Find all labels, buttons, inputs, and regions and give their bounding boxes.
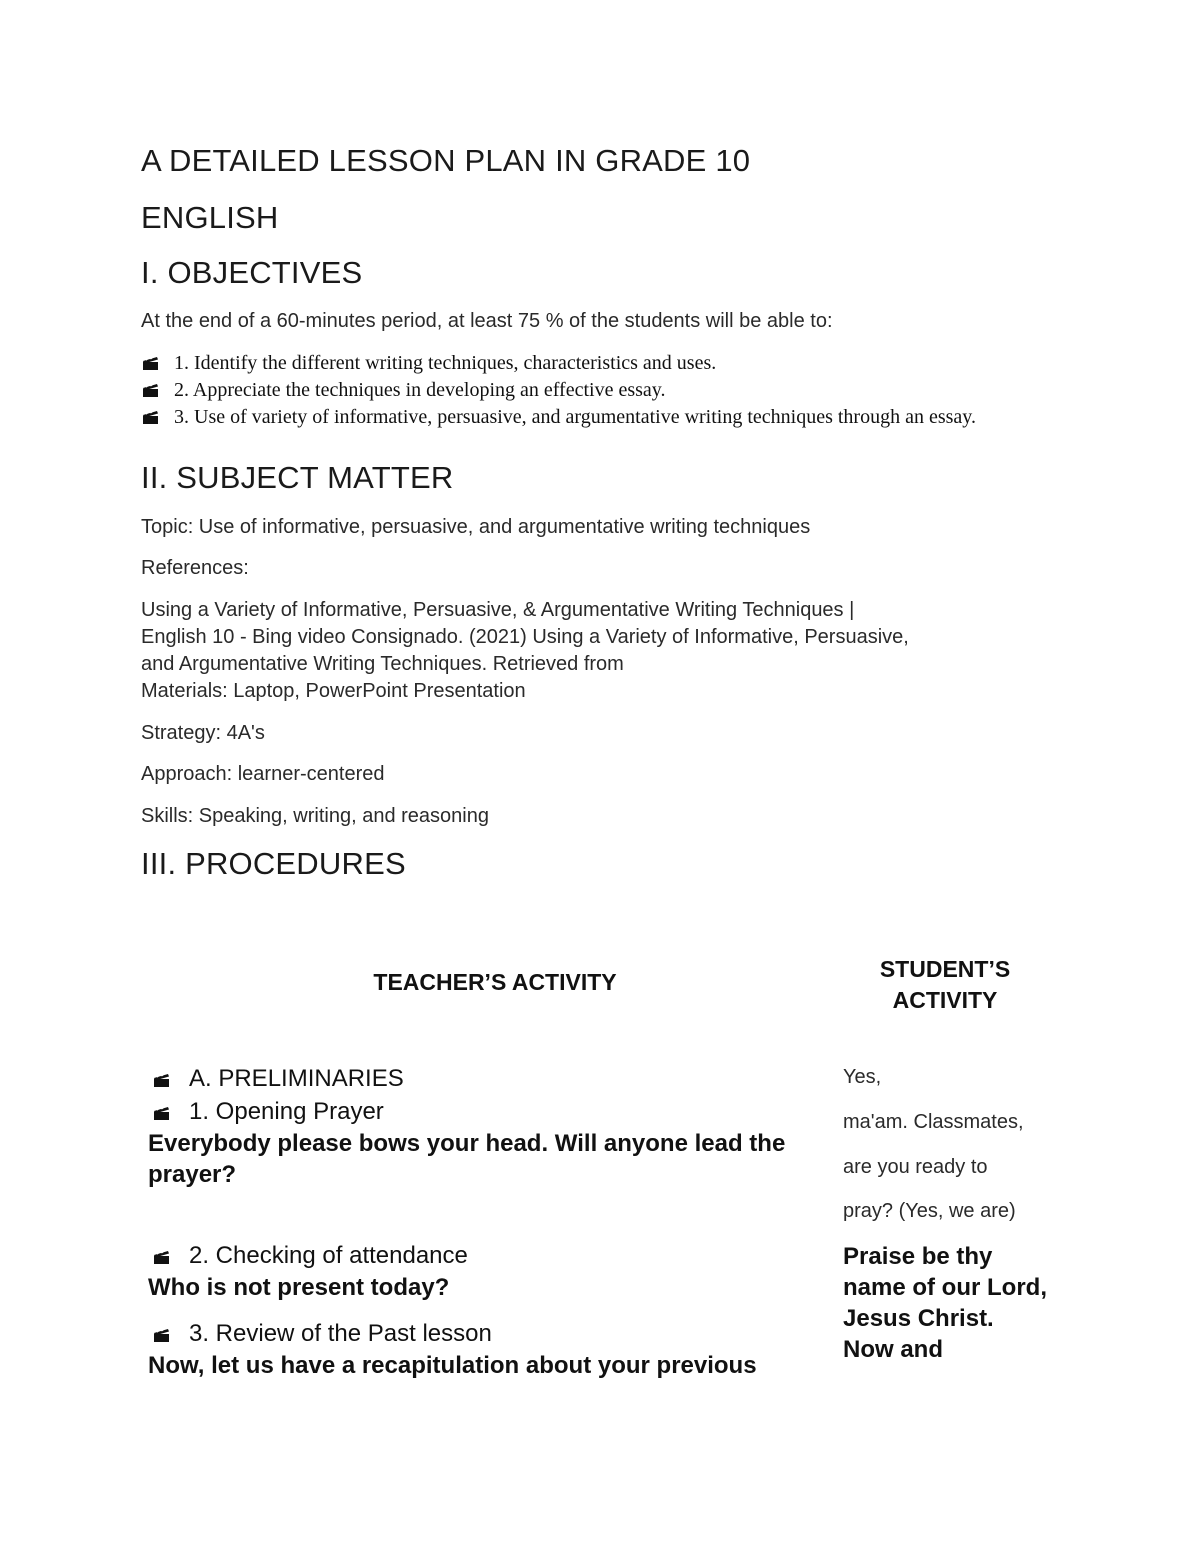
opening-prayer-item: [153, 1098, 384, 1126]
objective-item-2-text: 2. Appreciate the techniques in developing an effective essay.: [174, 379, 666, 401]
attendance-label: 2. Checking of attendance: [189, 1242, 468, 1269]
procedures-heading: III. PROCEDURES: [141, 846, 406, 881]
teacher-activity-header: TEACHER’S ACTIVITY: [373, 969, 617, 995]
document-title: A DETAILED LESSON PLAN IN GRADE 10: [141, 143, 751, 178]
references-label: References:: [141, 557, 249, 579]
clapperboard-icon: [142, 410, 160, 424]
preliminaries-label: A. PRELIMINARIES: [189, 1065, 404, 1092]
opening-prayer-label: 1. Opening Prayer: [189, 1098, 384, 1125]
student-response-line-2: ma'am. Classmates,: [843, 1111, 1024, 1133]
subject-matter-heading: II. SUBJECT MATTER: [141, 460, 454, 495]
clapperboard-icon: [153, 1073, 171, 1087]
references-line-3: and Argumentative Writing Techniques. Retrieved from: [141, 653, 624, 675]
preliminaries-item: [153, 1065, 404, 1093]
clapperboard-icon: [142, 383, 160, 397]
approach: Approach: learner-centered: [141, 763, 385, 785]
objectives-heading: I. OBJECTIVES: [141, 255, 363, 290]
materials: Materials: Laptop, PowerPoint Presentation: [141, 680, 526, 702]
objectives-intro: At the end of a 60-minutes period, at least 75 % of the students will be able to:: [141, 310, 833, 332]
topic: Topic: Use of informative, persuasive, and argumentative writing techniques: [141, 516, 811, 538]
references-line-2: English 10 - Bing video Consignado. (2021) Using a Variety of Informative, Persuasive,: [141, 626, 909, 648]
review-text: Now, let us have a recapitulation about your previous: [148, 1352, 757, 1379]
clapperboard-icon: [153, 1328, 171, 1342]
review-label: 3. Review of the Past lesson: [189, 1320, 492, 1347]
clapperboard-icon: [153, 1250, 171, 1264]
student-response-line-1: Yes,: [843, 1066, 882, 1088]
strategy: Strategy: 4A's: [141, 722, 265, 744]
student-activity-header: [830, 954, 1060, 1016]
student-prayer-text: Praise be thy name of our Lord, Jesus Christ. Now and: [843, 1243, 1047, 1363]
skills: Skills: Speaking, writing, and reasoning: [141, 805, 489, 827]
objective-item-2: [142, 377, 1072, 404]
document-subtitle: ENGLISH: [141, 200, 279, 235]
objective-item-3-text: 3. Use of variety of informative, persuasive, and argumentative writing techniques through an essay.: [174, 406, 976, 428]
attendance-text: Who is not present today?: [148, 1274, 450, 1301]
opening-prayer-text: Everybody please bows your head. Will anyone lead the prayer?: [148, 1130, 786, 1188]
student-response-line-4: pray? (Yes, we are): [843, 1200, 1016, 1222]
clapperboard-icon: [142, 356, 160, 370]
objective-item-1: [142, 350, 1072, 377]
clapperboard-icon: [153, 1106, 171, 1120]
references-line-1: Using a Variety of Informative, Persuasive, & Argumentative Writing Techniques |: [141, 599, 855, 621]
student-activity-header-line-2: ACTIVITY: [892, 987, 998, 1013]
review-item: [153, 1320, 492, 1348]
student-response-line-3: are you ready to: [843, 1156, 988, 1178]
attendance-item: [153, 1242, 468, 1270]
objective-item-1-text: 1. Identify the different writing techniques, characteristics and uses.: [174, 352, 717, 374]
objective-item-3: [142, 404, 1072, 431]
student-activity-header-line-1: STUDENT’S: [879, 956, 1011, 982]
